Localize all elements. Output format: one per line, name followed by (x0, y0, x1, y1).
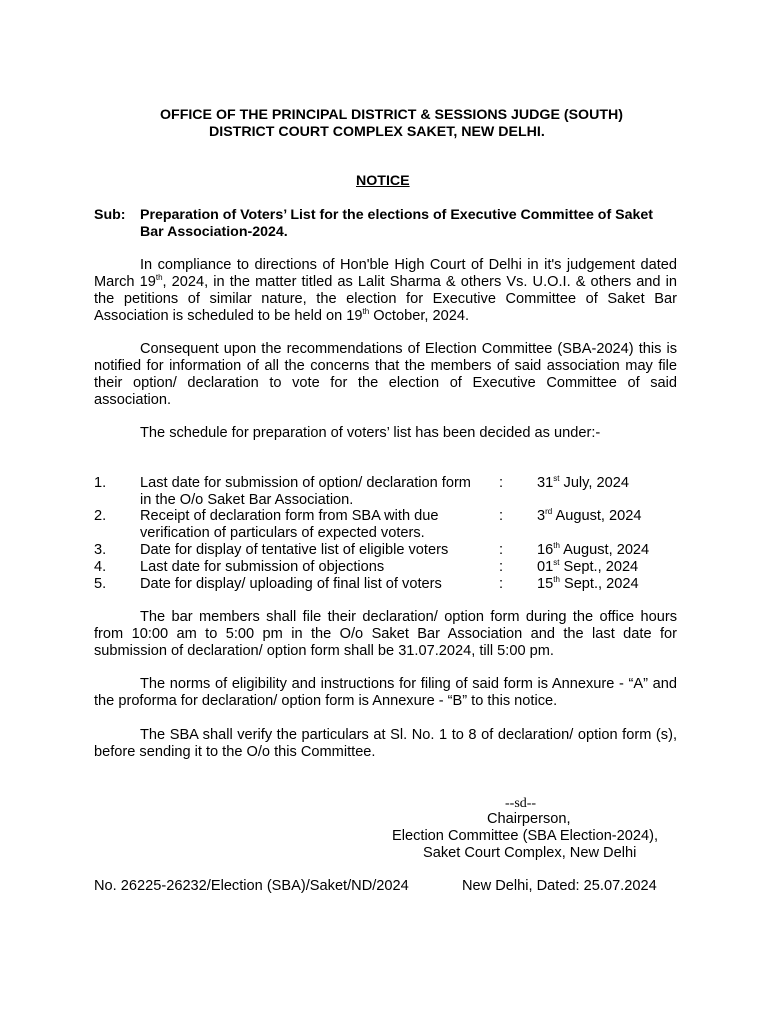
paragraph-office-hours: The bar members shall file their declaration/ option form during the office hours from 10:00 am to 5:00 pm in the O/o Saket Bar Association and the last date for submission of declaration/ option form shall be 31.07.2024, till 5:00 pm. (94, 609, 677, 659)
signature-sd: --sd-- (505, 796, 537, 811)
signature-place: Saket Court Complex, New Delhi (423, 845, 637, 861)
office-header-line2: DISTRICT COURT COMPLEX SAKET, NEW DELHI. (209, 124, 545, 140)
paragraph-annexure: The norms of eligibility and instructions for filing of said form is Annexure - “A” and the proforma for declaration/ option form is Annexure - “B” to this notice. (94, 676, 677, 709)
paragraph-verification: The SBA shall verify the particulars at Sl. No. 1 to 8 of declaration/ option form (s), before sending it to the O/o this Committee. (94, 727, 677, 760)
paragraph-compliance: In compliance to directions of Hon'ble High Court of Delhi in it's judgement dated March 19th, 2024, in the matter titled as Lalit Sharma & others Vs. U.O.I. & others and in the petitions of similar nature, the election for Executive Committee of Saket Bar Association is scheduled to be held on 19th October, 2024. (94, 257, 677, 324)
signature-role: Chairperson, (487, 811, 571, 827)
reference-number: No. 26225-26232/Election (SBA)/Saket/ND/2024 (94, 878, 409, 894)
paragraph-recommendations: Consequent upon the recommendations of Election Committee (SBA-2024) this is notified for information of all the concerns that the members of said association may file their option/ declaration to vote for the election of Executive Committee of said association. (94, 341, 677, 408)
paragraph-schedule-intro: The schedule for preparation of voters’ list has been decided as under:- (140, 425, 601, 441)
subject-text: Preparation of Voters’ List for the elections of Executive Committee of Saket Bar Association-2024. (140, 207, 653, 240)
office-header-line1: OFFICE OF THE PRINCIPAL DISTRICT & SESSIONS JUDGE (SOUTH) (160, 107, 623, 123)
issue-date: New Delhi, Dated: 25.07.2024 (462, 878, 657, 894)
subject-label: Sub: (94, 207, 126, 223)
notice-title: NOTICE (356, 173, 410, 189)
signature-committee: Election Committee (SBA Election-2024), (392, 828, 659, 844)
